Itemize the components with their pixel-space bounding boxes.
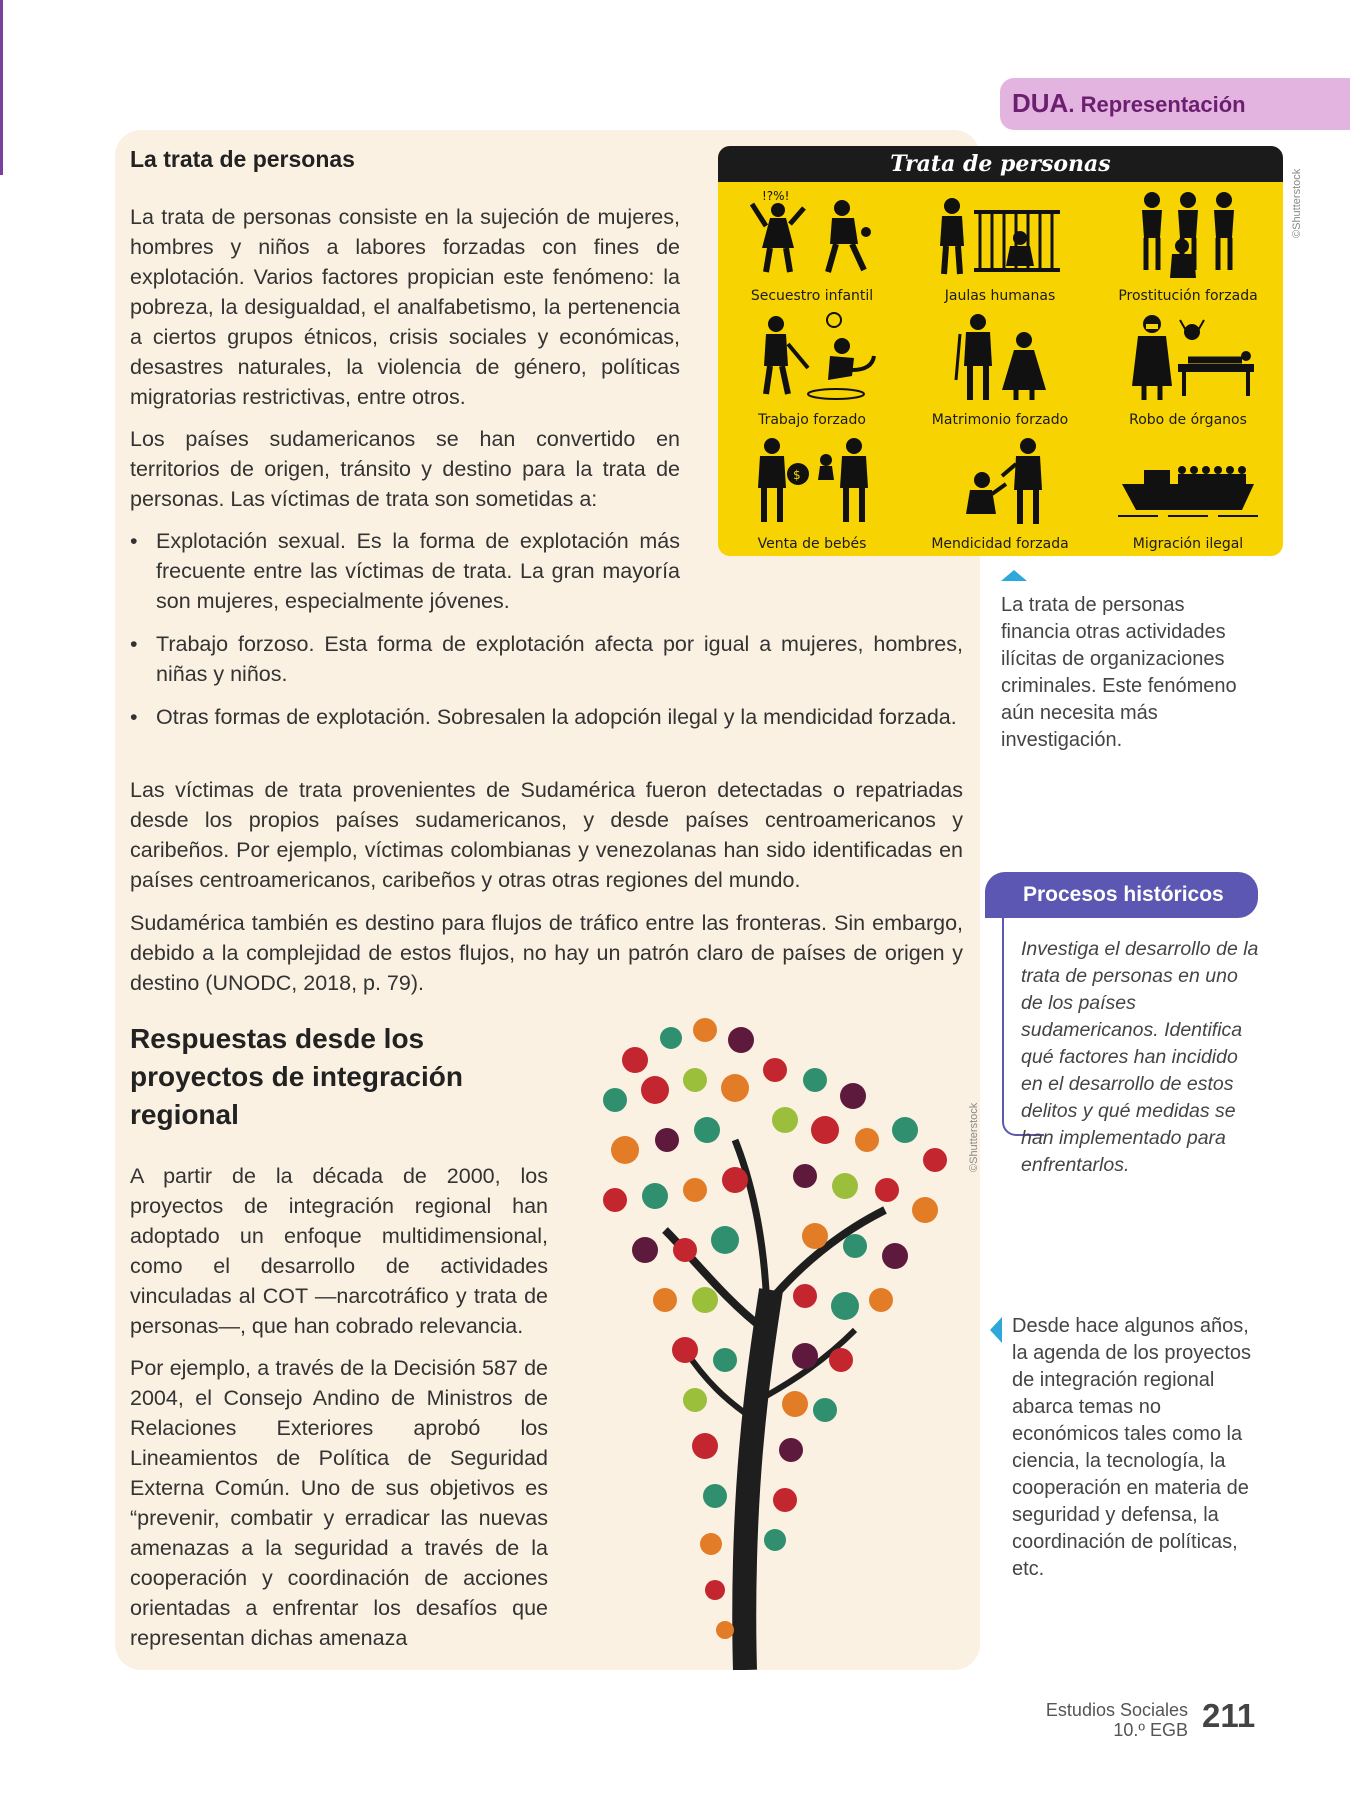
tree-image-credit: ©Shutterstock: [968, 1102, 980, 1172]
forced-marriage-icon: [930, 310, 1070, 402]
exclaim-text: !?%!: [762, 189, 790, 203]
infographic-grid: [718, 182, 1283, 556]
dua-tab: [1000, 78, 1350, 130]
section-heading-trata: La trata de personas: [130, 146, 355, 172]
svg-text:$: $: [793, 468, 801, 482]
boat-migration-icon: [1096, 434, 1280, 526]
trata-paragraph-3: Las víctimas de trata provenientes de Sudamérica fueron detectadas o repatriadas desde los propios países sudamericanos, y desde países centroamericanos y caribeños. Por ejemplo, víctimas colombianas y venezolanas han sido identificadas en países centroamericanos, caribeños y otras otras regiones del mundo.: [130, 778, 963, 892]
trata-paragraph-1: La trata de personas consiste en la sujeción de mujeres, hombres y niños a labores forzadas con fines de explotación. Varios factores propician este fenómeno: la pobreza, la desigualdad, el analfabetismo, la pertenencia a ciertos grupos étnicos, crisis sociales y económicas, desastres naturales, la violencia de género, políticas migratorias restrictivas, entre otros.: [130, 205, 680, 409]
infographic-cell-organos: [1094, 306, 1282, 430]
exploitation-list: [130, 526, 963, 745]
box-border-line: [1002, 918, 1004, 1118]
infographic-cell-jaulas: [906, 182, 1094, 306]
dua-label: DUA: [1012, 88, 1069, 118]
infographic-label: Venta de bebés: [757, 536, 867, 552]
trata-paragraph-2: Los países sudamericanos se han convertido en territorios de origen, tránsito y destino para la trata de personas. Las víctimas de trata son sometidas a:: [130, 427, 680, 511]
cage-icon: [930, 186, 1070, 278]
infographic-label: Trabajo forzado: [758, 412, 866, 428]
infographic-cell-trabajo: [718, 306, 906, 430]
footer-subject-name: Estudios Sociales: [1045, 1700, 1188, 1720]
page-number: 211: [1202, 1697, 1256, 1734]
infographic-cell-prostitucion: [1094, 182, 1282, 306]
infographic-cell-mendicidad: [906, 430, 1094, 554]
infographic-title: Trata de personas: [718, 146, 1283, 182]
infographic-label: Mendicidad forzada: [931, 536, 1069, 552]
left-margin-rule: [0, 0, 3, 175]
respuestas-paragraph-1: A partir de la década de 2000, los proyectos de integración regional han adoptado un enfoque multidimensional, como el desarrollo de actividades vinculadas al COT —narcotráfico y trata de personas—, que han cobrado relevancia.: [130, 1164, 548, 1338]
list-item: • Trabajo forzoso. Esta forma de explotación afecta por igual a mujeres, hombres, niñas y niños.: [130, 629, 963, 689]
dua-representacion: . Representación: [1068, 92, 1246, 117]
list-item: • Explotación sexual. Es la forma de explotación más frecuente entre las víctimas de trata. La gran mayoría son mujeres, especialmente jóvenes.: [130, 526, 680, 616]
procesos-historicos-title: Procesos históricos: [985, 872, 1258, 918]
infographic-cell-secuestro: [718, 182, 906, 306]
tree-caption: Desde hace algunos años, la agenda de los proyectos de integración regional abarca temas no económicos tales como la ciencia, la tecnología, la cooperación en materia de seguridad y defensa, la coordinación de políticas, etc.: [1012, 1315, 1252, 1580]
procesos-historicos-box: [985, 872, 1259, 1176]
list-item: • Otras formas de explotación. Sobresalen la adopción ilegal y la mendicidad forzada.: [130, 702, 963, 732]
respuestas-paragraph-2: Por ejemplo, a través de la Decisión 587 de 2004, el Consejo Andino de Ministros de Relaciones Exteriores aprobó los Lineamientos de Política de Seguridad Externa Común. Uno de sus objetivos es “prevenir, combatir y erradicar las nuevas amenazas a la seguridad a través de la cooperación y coordinación de acciones orientadas a enfrentar los desafíos que representan dichas amenaza: [130, 1356, 548, 1650]
forced-begging-icon: [930, 434, 1070, 526]
infographic-label: Secuestro infantil: [750, 288, 874, 304]
footer-subject: [1046, 1700, 1188, 1740]
hands-tree-illustration: [575, 1000, 975, 1670]
caption-pointer-icon: [1001, 570, 1027, 581]
infographic-cell-matrimonio: [906, 306, 1094, 430]
infographic-caption: La trata de personas financia otras actividades ilícitas de organizaciones criminales. Este fenómeno aún necesita más investigación.: [1001, 594, 1237, 751]
infographic-label: Robo de órganos: [1129, 412, 1247, 428]
infographic-label: Migración ilegal: [1132, 536, 1244, 552]
baby-sale-icon: [742, 434, 882, 526]
section-heading-respuestas: Respuestas desde los proyectos de integración regional: [130, 1023, 463, 1130]
image-credit: ©Shutterstock: [1291, 168, 1303, 238]
trata-paragraph-4: Sudamérica también es destino para flujos de tráfico entre las fronteras. Sin embargo, debido a la complejidad de estos flujos, no hay un patrón claro de países de origen y destino (UNODC, 2018, p. 79).: [130, 911, 963, 995]
caption-pointer-left-icon: [990, 1317, 1002, 1343]
infographic-label: Jaulas humanas: [944, 288, 1056, 304]
kidnapping-icon: [742, 186, 882, 278]
forced-labor-icon: [742, 310, 882, 402]
footer-grade: 10.º EGB: [1113, 1720, 1188, 1740]
trata-infographic: [718, 146, 1283, 556]
infographic-cell-migracion: [1094, 430, 1282, 554]
infographic-cell-venta: [718, 430, 906, 554]
forced-prostitution-icon: [1118, 186, 1258, 278]
infographic-label: Prostitución forzada: [1118, 288, 1258, 304]
organ-theft-icon: [1118, 310, 1258, 402]
infographic-label: Matrimonio forzado: [931, 412, 1069, 428]
procesos-historicos-text: Investiga el desarrollo de la trata de personas en uno de los países sudamericanos. Identifica qué factores han incidido en el desarrollo de estos delitos y qué medidas se han implementado para enfrentarlos.: [1021, 938, 1259, 1176]
